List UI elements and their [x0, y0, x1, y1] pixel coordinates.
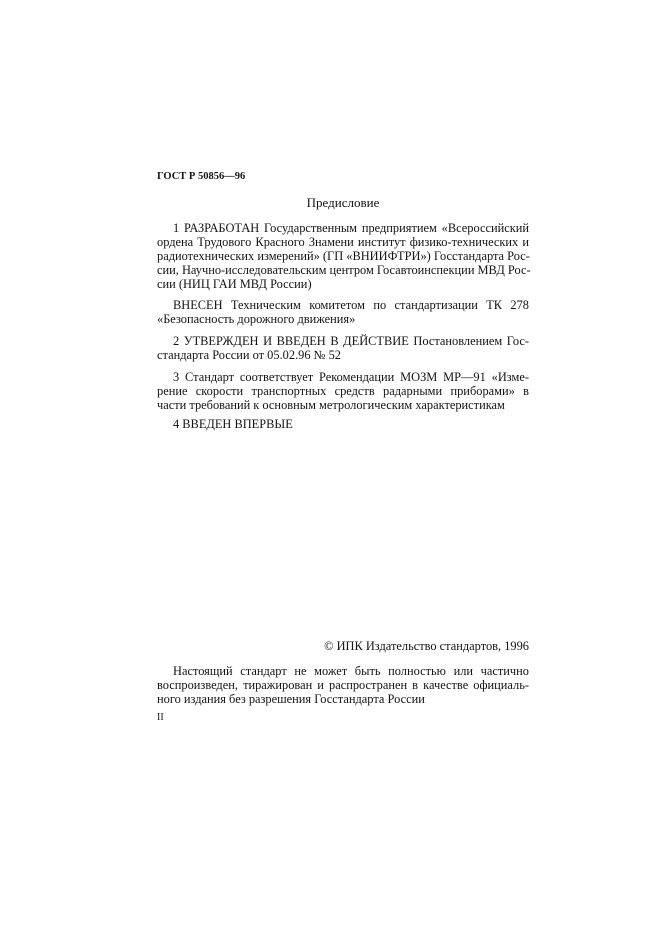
section4-text: 4 ВВЕДЕН ВПЕРВЫЕ — [173, 417, 293, 431]
section1-line: сии, Научно-исследовательским центром Госавтоинспекции МВД Рос- — [157, 263, 531, 277]
section1-line: сии (НИЦ ГАИ МВД России) — [157, 277, 312, 291]
section3-line: рение скорости транспортных средств радарными приборами» в — [157, 384, 529, 398]
section3-line: части требований к основным метрологическим характеристикам — [157, 398, 505, 412]
section-approved — [157, 334, 529, 362]
section2-line: стандарта России от 05.02.96 № 52 — [157, 348, 341, 362]
notice-line: Настоящий стандарт не может быть полностью или частично — [173, 664, 529, 678]
section1-line: радиотехнических измерений» (ГП «ВНИИФТРИ») Госстандарта Рос- — [157, 249, 530, 263]
section-developed — [157, 221, 529, 291]
section-compliance — [157, 370, 529, 412]
section1-line: ордена Трудового Красного Знамени институт физико-технических и — [157, 235, 529, 249]
section-submitted — [157, 298, 529, 326]
page-title — [157, 196, 529, 210]
section1-line: 1 РАЗРАБОТАН Государственным предприятием «Всероссийский — [173, 221, 529, 235]
page-number: II — [157, 712, 164, 723]
section2-line: 2 УТВЕРЖДЕН И ВВЕДЕН В ДЕЙСТВИЕ Постановлением Гос- — [173, 334, 529, 348]
notice-line: воспроизведен, тиражирован и распространен в качестве официаль- — [157, 678, 529, 692]
document-code: ГОСТ Р 50856—96 — [157, 171, 246, 182]
title-text: Предисловие — [306, 195, 380, 210]
submitted-line: «Безопасность дорожного движения» — [157, 312, 356, 326]
section-first-introduced — [157, 417, 529, 431]
copyright-text: © ИПК Издательство стандартов, 1996 — [324, 639, 529, 653]
reproduction-notice — [157, 664, 529, 706]
notice-line: ного издания без разрешения Госстандарта России — [157, 692, 425, 706]
submitted-line: ВНЕСЕН Техническим комитетом по стандартизации ТК 278 — [173, 298, 529, 312]
section3-line: 3 Стандарт соответствует Рекомендации МОЗМ МР—91 «Изме- — [173, 370, 529, 384]
copyright — [157, 639, 529, 653]
